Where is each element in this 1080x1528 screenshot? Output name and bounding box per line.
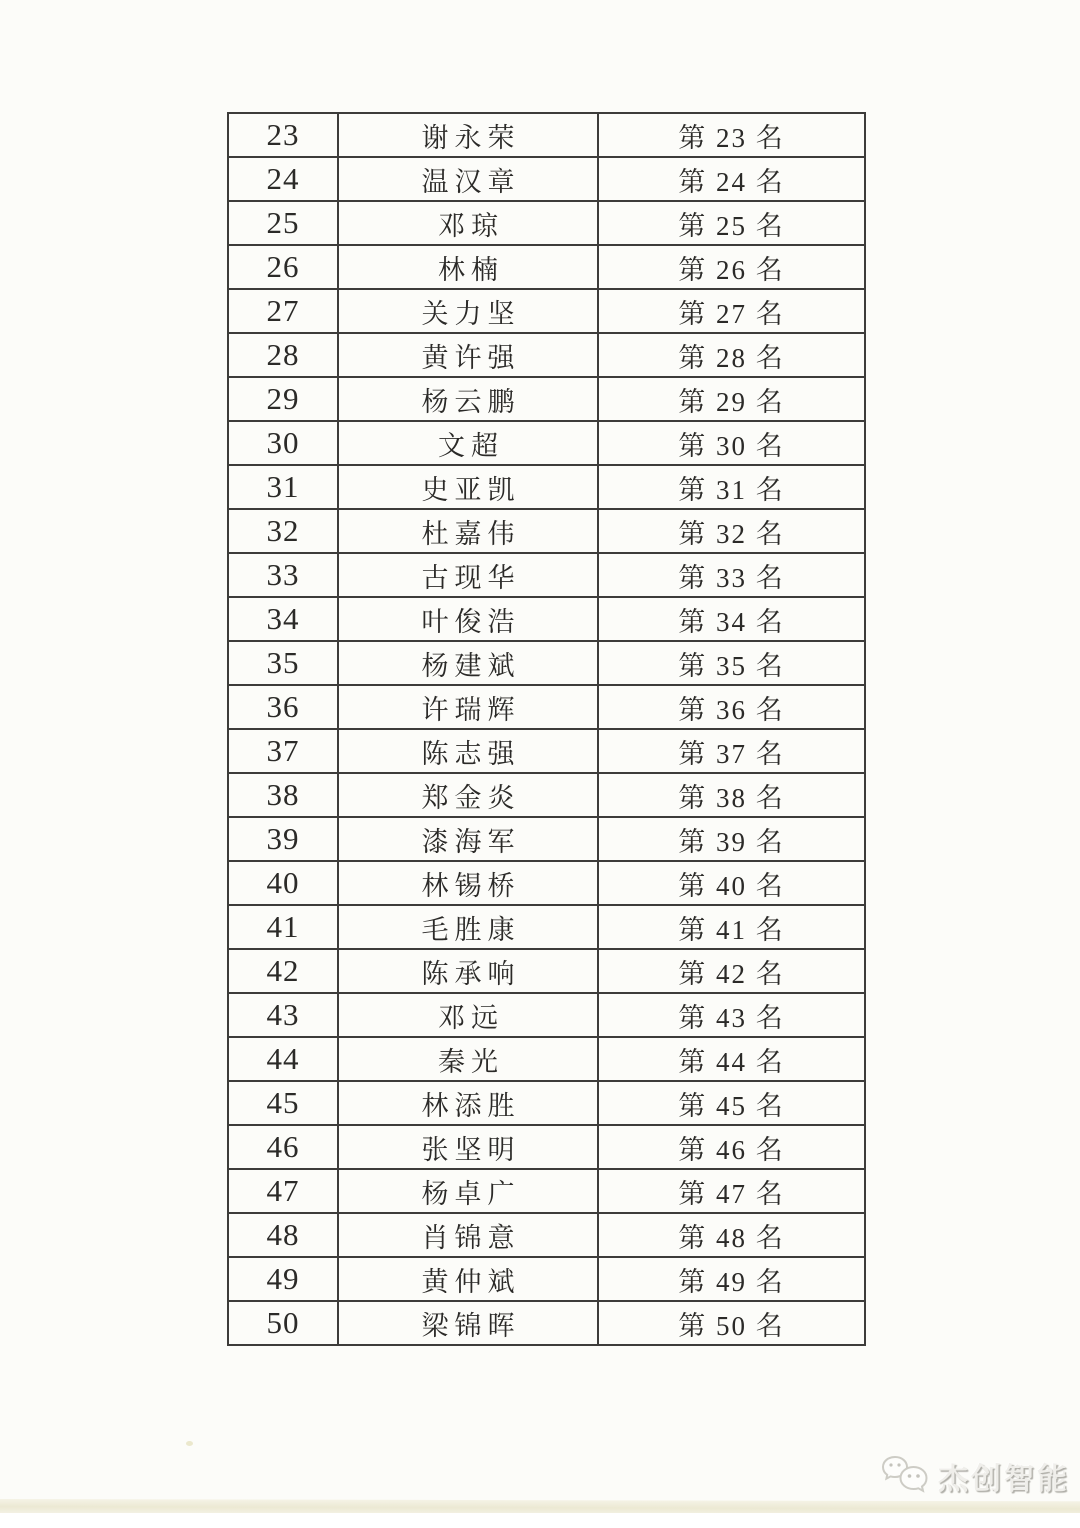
cell-number: 40	[228, 861, 338, 905]
cell-name: 邓远	[338, 993, 598, 1037]
cell-name: 黄许强	[338, 333, 598, 377]
cell-number: 24	[228, 157, 338, 201]
cell-number: 49	[228, 1257, 338, 1301]
cell-name: 杨云鹏	[338, 377, 598, 421]
cell-name: 文超	[338, 421, 598, 465]
cell-number: 23	[228, 113, 338, 157]
cell-number: 45	[228, 1081, 338, 1125]
cell-name: 秦光	[338, 1037, 598, 1081]
table-row	[228, 421, 865, 465]
table-row	[228, 905, 865, 949]
cell-name: 许瑞辉	[338, 685, 598, 729]
cell-rank: 第 46 名	[598, 1125, 865, 1169]
table-row	[228, 1301, 865, 1345]
cell-name: 陈志强	[338, 729, 598, 773]
cell-rank: 第 31 名	[598, 465, 865, 509]
cell-rank: 第 34 名	[598, 597, 865, 641]
table-row	[228, 817, 865, 861]
cell-rank: 第 40 名	[598, 861, 865, 905]
cell-number: 30	[228, 421, 338, 465]
cell-rank: 第 50 名	[598, 1301, 865, 1345]
watermark	[880, 1454, 1070, 1498]
cell-number: 41	[228, 905, 338, 949]
cell-rank: 第 27 名	[598, 289, 865, 333]
table-row	[228, 553, 865, 597]
table-row	[228, 641, 865, 685]
cell-name: 杨建斌	[338, 641, 598, 685]
cell-rank: 第 30 名	[598, 421, 865, 465]
cell-name: 张坚明	[338, 1125, 598, 1169]
cell-name: 关力坚	[338, 289, 598, 333]
table-row	[228, 773, 865, 817]
table-row	[228, 729, 865, 773]
cell-number: 31	[228, 465, 338, 509]
cell-number: 39	[228, 817, 338, 861]
cell-name: 毛胜康	[338, 905, 598, 949]
scan-background	[0, 1513, 1080, 1528]
cell-number: 29	[228, 377, 338, 421]
table-row	[228, 377, 865, 421]
cell-name: 肖锦意	[338, 1213, 598, 1257]
cell-number: 26	[228, 245, 338, 289]
cell-name: 黄仲斌	[338, 1257, 598, 1301]
cell-rank: 第 37 名	[598, 729, 865, 773]
wechat-chat-bubbles-icon	[880, 1454, 932, 1498]
table-row	[228, 597, 865, 641]
cell-rank: 第 35 名	[598, 641, 865, 685]
cell-name: 漆海军	[338, 817, 598, 861]
table-row	[228, 1081, 865, 1125]
cell-name: 温汉章	[338, 157, 598, 201]
cell-number: 38	[228, 773, 338, 817]
cell-name: 叶俊浩	[338, 597, 598, 641]
cell-name: 梁锦晖	[338, 1301, 598, 1345]
cell-rank: 第 33 名	[598, 553, 865, 597]
cell-name: 林锡桥	[338, 861, 598, 905]
table-row	[228, 509, 865, 553]
table-row	[228, 1037, 865, 1081]
cell-rank: 第 48 名	[598, 1213, 865, 1257]
table-row	[228, 861, 865, 905]
cell-number: 43	[228, 993, 338, 1037]
cell-number: 28	[228, 333, 338, 377]
cell-name: 林添胜	[338, 1081, 598, 1125]
cell-number: 32	[228, 509, 338, 553]
cell-number: 46	[228, 1125, 338, 1169]
cell-number: 47	[228, 1169, 338, 1213]
table-row	[228, 113, 865, 157]
cell-rank: 第 39 名	[598, 817, 865, 861]
cell-rank: 第 26 名	[598, 245, 865, 289]
cell-rank: 第 23 名	[598, 113, 865, 157]
table-row	[228, 993, 865, 1037]
table-row	[228, 289, 865, 333]
cell-number: 42	[228, 949, 338, 993]
cell-number: 33	[228, 553, 338, 597]
ranking-table	[227, 112, 866, 1346]
cell-number: 34	[228, 597, 338, 641]
cell-rank: 第 41 名	[598, 905, 865, 949]
cell-rank: 第 25 名	[598, 201, 865, 245]
table-row	[228, 201, 865, 245]
cell-name: 史亚凯	[338, 465, 598, 509]
cell-number: 44	[228, 1037, 338, 1081]
cell-number: 37	[228, 729, 338, 773]
cell-name: 林楠	[338, 245, 598, 289]
table-row	[228, 245, 865, 289]
cell-name: 古现华	[338, 553, 598, 597]
cell-rank: 第 44 名	[598, 1037, 865, 1081]
cell-rank: 第 32 名	[598, 509, 865, 553]
cell-name: 邓琼	[338, 201, 598, 245]
cell-number: 50	[228, 1301, 338, 1345]
table-row	[228, 1169, 865, 1213]
cell-number: 48	[228, 1213, 338, 1257]
cell-rank: 第 36 名	[598, 685, 865, 729]
table-row	[228, 685, 865, 729]
cell-rank: 第 38 名	[598, 773, 865, 817]
cell-number: 35	[228, 641, 338, 685]
cell-rank: 第 42 名	[598, 949, 865, 993]
watermark-label: 杰创智能	[938, 1463, 1070, 1496]
cell-rank: 第 49 名	[598, 1257, 865, 1301]
cell-name: 杜嘉伟	[338, 509, 598, 553]
table-row	[228, 1125, 865, 1169]
cell-rank: 第 28 名	[598, 333, 865, 377]
table-row	[228, 333, 865, 377]
cell-rank: 第 24 名	[598, 157, 865, 201]
cell-name: 陈承响	[338, 949, 598, 993]
cell-number: 27	[228, 289, 338, 333]
cell-name: 谢永荣	[338, 113, 598, 157]
cell-rank: 第 45 名	[598, 1081, 865, 1125]
table-row	[228, 1257, 865, 1301]
cell-rank: 第 47 名	[598, 1169, 865, 1213]
table-row	[228, 1213, 865, 1257]
table-row	[228, 157, 865, 201]
cell-number: 25	[228, 201, 338, 245]
ranking-table-body	[228, 113, 865, 1345]
cell-rank: 第 29 名	[598, 377, 865, 421]
cell-number: 36	[228, 685, 338, 729]
table-row	[228, 949, 865, 993]
cell-name: 郑金炎	[338, 773, 598, 817]
table-row	[228, 465, 865, 509]
scan-artifact-dot	[186, 1441, 193, 1446]
cell-name: 杨卓广	[338, 1169, 598, 1213]
cell-rank: 第 43 名	[598, 993, 865, 1037]
